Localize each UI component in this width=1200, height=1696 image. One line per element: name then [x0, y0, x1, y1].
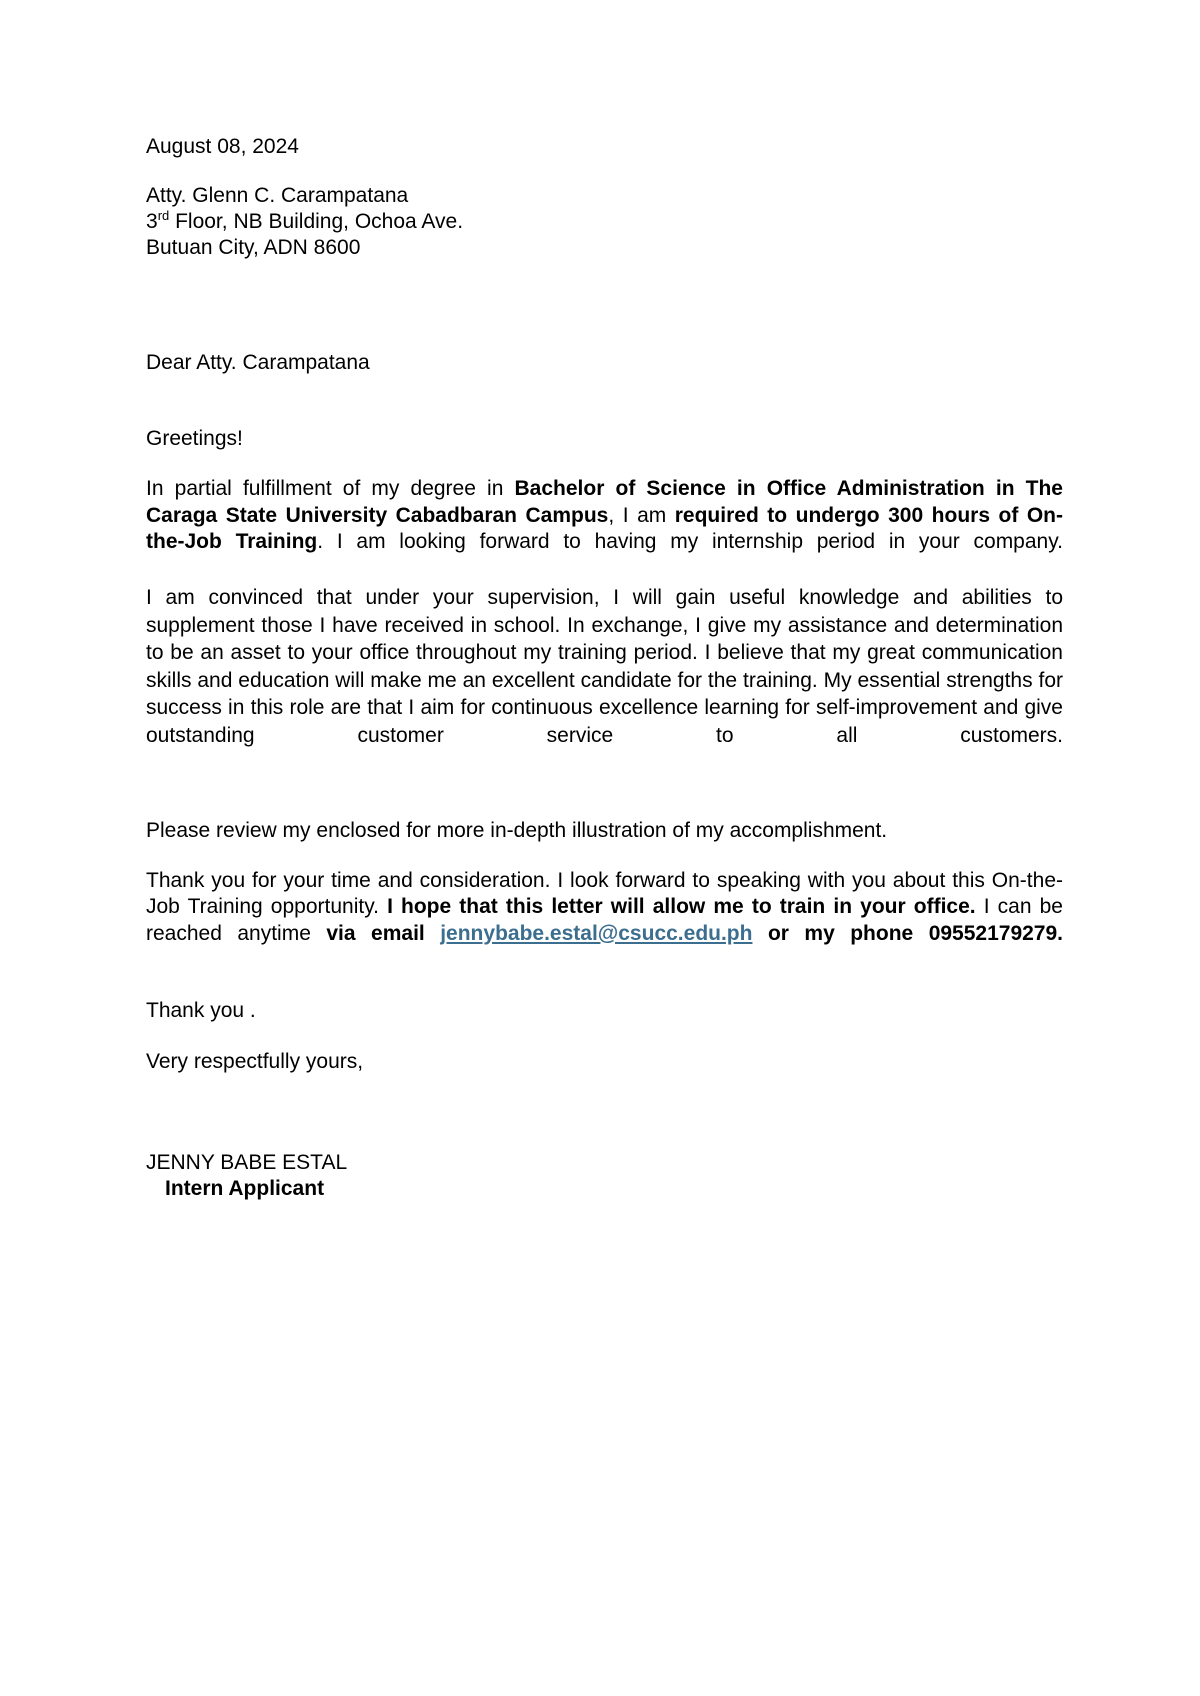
greeting: Greetings!	[146, 427, 243, 450]
recipient-block	[146, 183, 1063, 261]
floor-ordinal-suffix: rd	[157, 208, 170, 223]
signer-name: JENNY BABE ESTAL	[146, 1151, 348, 1174]
intro-text-3: . I am looking forward to having my internship period in your company.	[317, 530, 1063, 553]
intro-text-2: , I am	[608, 503, 675, 527]
letter-date: August 08, 2024	[146, 135, 299, 158]
recipient-address-line2: Butuan City, ADN 8600	[146, 236, 361, 259]
contact-via-email: via email	[326, 921, 441, 945]
paragraph-review: Please review my enclosed for more in-depth illustration of my accomplishment.	[146, 819, 888, 842]
paragraph-intro	[146, 476, 1063, 582]
ojt-requirement: required to undergo 300 hours of On-the-Job Training	[146, 503, 1063, 553]
intro-text-1: In partial fulfillment of my degree in	[146, 477, 515, 500]
paragraph-body: I am convinced that under your supervision, I will gain useful knowledge and abilities to supplement those I have received in school. In exchange, I give my assistance and determination to be an asset to your office throughout my training period. I believe that my great communication skills and education will make me an excellent candidate for the training. My essential strengths for success in this role are that I aim for continuous excellence learning for self-improvement and give outstanding customer service to all customers.	[146, 586, 1063, 747]
contact-hope: I hope that this letter will allow me to train in your office.	[387, 895, 976, 919]
recipient-name: Atty. Glenn C. Carampatana	[146, 184, 409, 207]
email-link[interactable]: jennybabe.estal@csucc.edu.ph	[440, 921, 753, 945]
degree-program: Bachelor of Science in Office Administration in The Caraga State University Cabadbaran Campus	[146, 477, 1063, 527]
contact-phone: or my phone 09552179279.	[752, 921, 1064, 945]
salutation: Dear Atty. Carampatana	[146, 351, 370, 374]
contact-text-1: Thank you for your time and consideration. I look forward to speaking with you about this On-the-Job Training opportunity.	[146, 869, 1063, 919]
floor-number: 3	[146, 210, 158, 233]
contact-text-2: I can be reached anytime	[146, 895, 1063, 945]
thank-you-line: Thank you .	[146, 999, 256, 1022]
signer-title: Intern Applicant	[165, 1177, 325, 1200]
recipient-address-line1	[146, 209, 1063, 235]
closing: Very respectfully yours,	[146, 1050, 364, 1073]
paragraph-contact	[146, 868, 1063, 973]
address-line1-rest: Floor, NB Building, Ochoa Ave.	[169, 210, 464, 233]
signature-block	[146, 1150, 1063, 1202]
